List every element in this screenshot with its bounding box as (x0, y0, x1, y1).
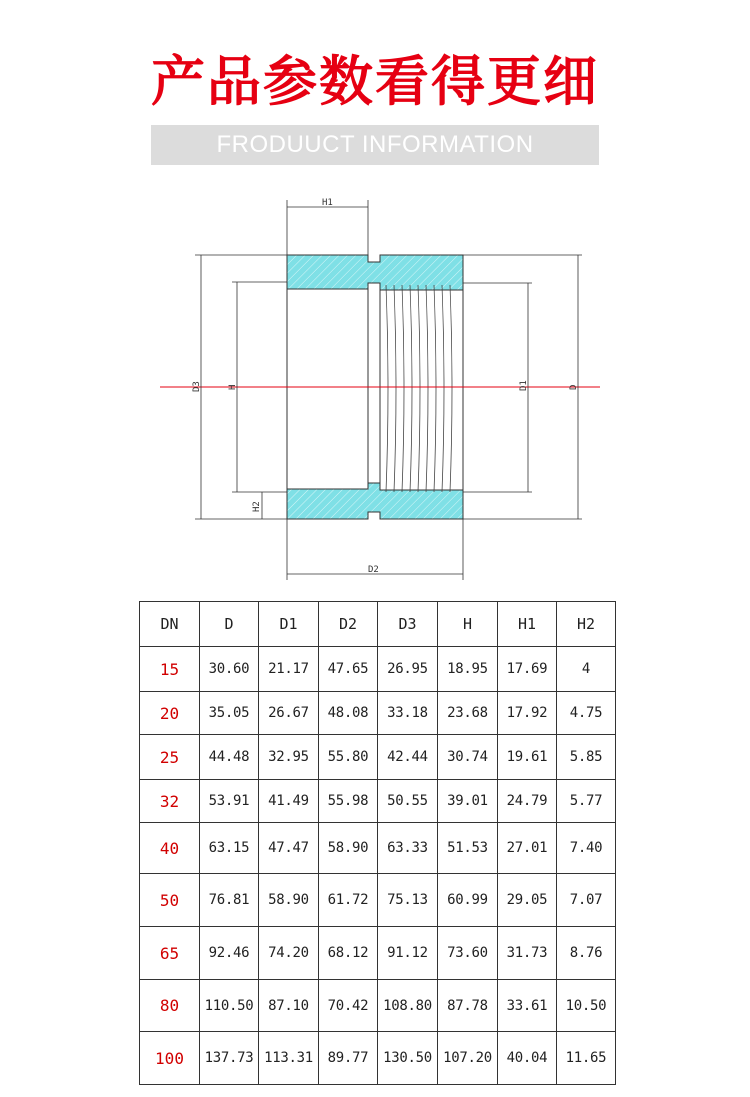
label-d1: D1 (519, 380, 529, 391)
column-header: D1 (259, 602, 319, 647)
spec-table (139, 601, 616, 1085)
value-cell: 17.92 (498, 692, 557, 735)
dn-cell: 100 (140, 1032, 200, 1085)
value-cell: 53.91 (200, 780, 259, 823)
column-header: D2 (319, 602, 378, 647)
value-cell: 137.73 (200, 1032, 259, 1085)
value-cell: 92.46 (200, 927, 259, 980)
value-cell: 4 (557, 647, 616, 692)
label-h2: H2 (252, 501, 262, 512)
value-cell: 55.98 (319, 780, 378, 823)
value-cell: 18.95 (438, 647, 498, 692)
value-cell: 47.47 (259, 823, 319, 874)
table-row (140, 735, 616, 780)
value-cell: 76.81 (200, 874, 259, 927)
technical-drawing (0, 180, 750, 590)
table-row (140, 780, 616, 823)
value-cell: 27.01 (498, 823, 557, 874)
value-cell: 17.69 (498, 647, 557, 692)
label-h: H (228, 384, 238, 390)
value-cell: 73.60 (438, 927, 498, 980)
value-cell: 24.79 (498, 780, 557, 823)
value-cell: 70.42 (319, 980, 378, 1032)
value-cell: 5.85 (557, 735, 616, 780)
column-header: DN (140, 602, 200, 647)
value-cell: 42.44 (378, 735, 438, 780)
value-cell: 87.78 (438, 980, 498, 1032)
value-cell: 113.31 (259, 1032, 319, 1085)
value-cell: 60.99 (438, 874, 498, 927)
value-cell: 107.20 (438, 1032, 498, 1085)
dn-cell: 65 (140, 927, 200, 980)
table-row (140, 927, 616, 980)
value-cell: 51.53 (438, 823, 498, 874)
value-cell: 7.40 (557, 823, 616, 874)
value-cell: 87.10 (259, 980, 319, 1032)
label-d: D (569, 384, 579, 390)
dn-cell: 20 (140, 692, 200, 735)
value-cell: 23.68 (438, 692, 498, 735)
value-cell: 30.60 (200, 647, 259, 692)
value-cell: 74.20 (259, 927, 319, 980)
value-cell: 58.90 (259, 874, 319, 927)
column-header: H1 (498, 602, 557, 647)
value-cell: 89.77 (319, 1032, 378, 1085)
value-cell: 41.49 (259, 780, 319, 823)
column-header: H (438, 602, 498, 647)
value-cell: 5.77 (557, 780, 616, 823)
value-cell: 58.90 (319, 823, 378, 874)
column-header: D (200, 602, 259, 647)
table-row (140, 692, 616, 735)
dn-cell: 80 (140, 980, 200, 1032)
value-cell: 75.13 (378, 874, 438, 927)
dn-cell: 25 (140, 735, 200, 780)
value-cell: 68.12 (319, 927, 378, 980)
value-cell: 26.95 (378, 647, 438, 692)
value-cell: 8.76 (557, 927, 616, 980)
dn-cell: 50 (140, 874, 200, 927)
value-cell: 50.55 (378, 780, 438, 823)
table-row (140, 1032, 616, 1085)
table-row (140, 874, 616, 927)
page-title: 产品参数看得更细 (151, 50, 599, 113)
subtitle-banner (151, 125, 599, 165)
value-cell: 55.80 (319, 735, 378, 780)
value-cell: 11.65 (557, 1032, 616, 1085)
value-cell: 63.15 (200, 823, 259, 874)
value-cell: 47.65 (319, 647, 378, 692)
value-cell: 63.33 (378, 823, 438, 874)
value-cell: 10.50 (557, 980, 616, 1032)
table-row (140, 980, 616, 1032)
value-cell: 29.05 (498, 874, 557, 927)
value-cell: 48.08 (319, 692, 378, 735)
value-cell: 33.18 (378, 692, 438, 735)
value-cell: 130.50 (378, 1032, 438, 1085)
value-cell: 61.72 (319, 874, 378, 927)
value-cell: 30.74 (438, 735, 498, 780)
value-cell: 26.67 (259, 692, 319, 735)
dn-cell: 32 (140, 780, 200, 823)
column-header: D3 (378, 602, 438, 647)
value-cell: 108.80 (378, 980, 438, 1032)
value-cell: 40.04 (498, 1032, 557, 1085)
value-cell: 7.07 (557, 874, 616, 927)
label-d3: D3 (192, 381, 202, 392)
bottom-wall (287, 483, 463, 519)
page-subtitle: FRODUUCT INFORMATION (216, 131, 534, 158)
value-cell: 31.73 (498, 927, 557, 980)
value-cell: 110.50 (200, 980, 259, 1032)
table-row (140, 647, 616, 692)
column-header: H2 (557, 602, 616, 647)
value-cell: 91.12 (378, 927, 438, 980)
table-row (140, 823, 616, 874)
value-cell: 44.48 (200, 735, 259, 780)
value-cell: 33.61 (498, 980, 557, 1032)
value-cell: 21.17 (259, 647, 319, 692)
top-wall (287, 255, 463, 290)
dn-cell: 15 (140, 647, 200, 692)
label-d2: D2 (368, 565, 379, 575)
value-cell: 35.05 (200, 692, 259, 735)
label-h1: H1 (322, 198, 333, 208)
dn-cell: 40 (140, 823, 200, 874)
table-header-row (140, 602, 616, 647)
value-cell: 19.61 (498, 735, 557, 780)
value-cell: 39.01 (438, 780, 498, 823)
thread-lines (386, 285, 452, 492)
value-cell: 4.75 (557, 692, 616, 735)
value-cell: 32.95 (259, 735, 319, 780)
